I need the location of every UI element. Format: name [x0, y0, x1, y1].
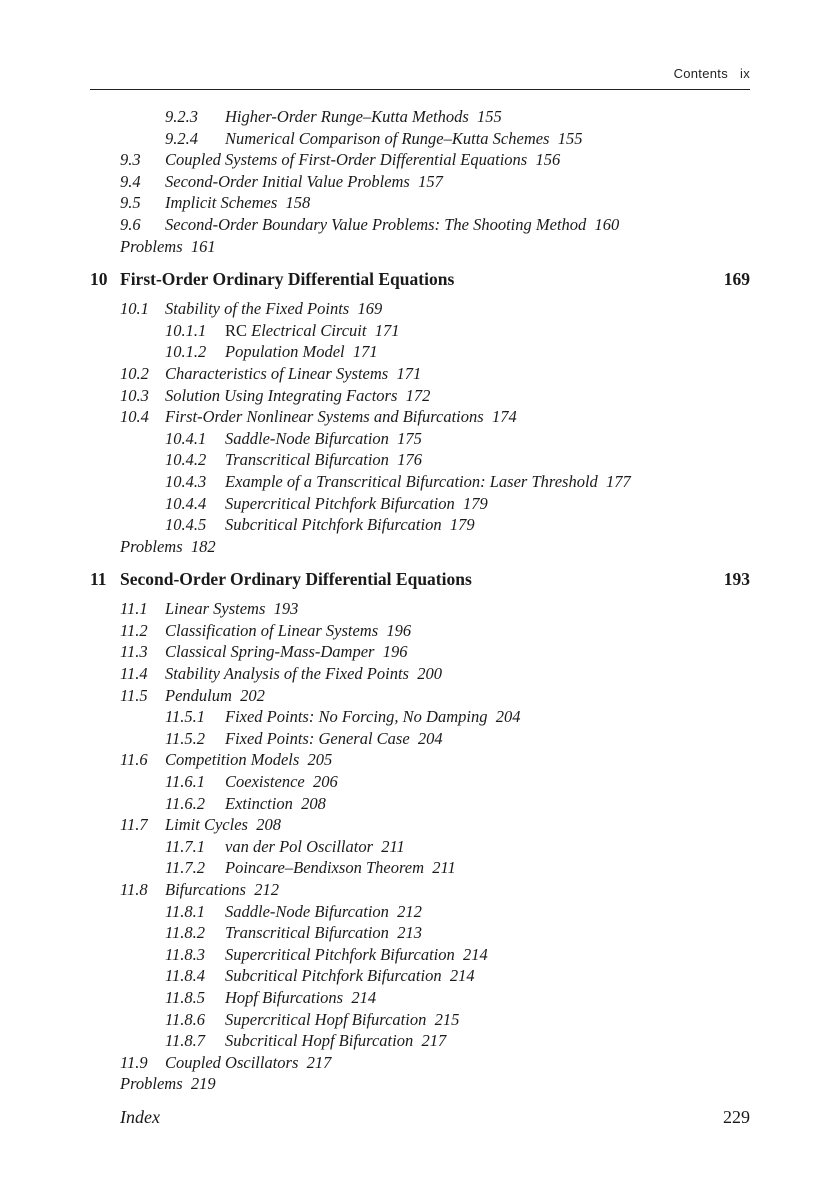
entry-page-number: 214 [449, 966, 475, 986]
header-rule [90, 89, 750, 90]
entry-title: Stability Analysis of the Fixed Points [165, 664, 409, 684]
section-entry[interactable] [90, 406, 750, 428]
entry-page-number: 193 [273, 599, 299, 619]
entry-title: Supercritical Pitchfork Bifurcation [225, 493, 455, 513]
subsection-entry[interactable] [90, 493, 750, 515]
entry-page-number: 212 [254, 880, 279, 899]
entry-number: 11.6.1 [165, 772, 206, 792]
entry-page-number: 215 [434, 1009, 460, 1029]
entry-page-number: 204 [417, 728, 443, 748]
problems-entry[interactable] [90, 236, 750, 258]
chapter-number: 11 [90, 569, 107, 590]
entry-page-number: 202 [240, 685, 265, 705]
entry-title: Stability of the Fixed Points [165, 299, 350, 319]
entry-page-number: 155 [477, 107, 502, 126]
subsection-entry[interactable] [90, 987, 750, 1009]
section-entry[interactable] [90, 298, 750, 320]
entry-page-number: 174 [491, 407, 517, 427]
entry-number: 11.8.7 [165, 1031, 206, 1051]
entry-title: Higher-Order Runge–Kutta Methods [225, 107, 469, 126]
entry-number: 9.4 [120, 171, 141, 191]
entry-title: Supercritical Pitchfork Bifurcation [225, 944, 455, 964]
entry-number: 11.7.2 [165, 858, 206, 878]
entry-page-number: 179 [449, 515, 475, 535]
entry-title: Implicit Schemes [165, 193, 278, 213]
entry-number: 11.7 [120, 815, 148, 835]
entry-page-number: 200 [417, 664, 442, 684]
entry-title: Characteristics of Linear Systems [165, 363, 389, 383]
entry-number: 11.8.5 [165, 987, 206, 1007]
index-title: Index [120, 1106, 160, 1127]
entry-title: Poincare–Bendixson Theorem [225, 858, 425, 878]
entry-number: 11.8.4 [165, 966, 206, 986]
subsection-entry[interactable] [90, 836, 750, 858]
subsection-entry[interactable] [90, 128, 750, 150]
entry-number: 11.9 [120, 1052, 148, 1072]
chapter-title: Second-Order Ordinary Differential Equations [120, 569, 472, 590]
problems-entry[interactable] [90, 536, 750, 558]
entry-title: Fixed Points: General Case [225, 728, 410, 748]
entry-number: 11.5 [120, 685, 148, 705]
subsection-entry[interactable] [90, 1030, 750, 1052]
entry-number: 11.5.1 [165, 707, 206, 727]
entry-page-number: 179 [463, 493, 488, 513]
subsection-entry[interactable] [90, 428, 750, 450]
entry-title: Electrical Circuit [247, 320, 367, 340]
entry-page-number: 211 [381, 836, 405, 856]
section-entry[interactable] [90, 685, 750, 707]
entry-number: 11.6 [120, 750, 148, 770]
entry-title: Supercritical Hopf Bifurcation [225, 1009, 427, 1029]
running-head-page-number: ix [740, 66, 750, 81]
subsection-entry[interactable] [90, 901, 750, 923]
chapter-11-entries [90, 598, 750, 1095]
entry-page-number: 219 [190, 1074, 216, 1094]
entry-number: 9.2.3 [165, 107, 198, 126]
entry-page-number: 172 [405, 385, 431, 405]
entry-title: Linear Systems [165, 599, 266, 619]
entry-page-number: 160 [594, 214, 620, 234]
entry-page-number: 176 [397, 450, 422, 470]
chapter-number: 10 [90, 269, 108, 290]
entry-title: Extinction [225, 793, 293, 813]
entry-page-number: 208 [256, 815, 281, 835]
subsection-entry[interactable] [90, 857, 750, 879]
entry-page-number: 171 [352, 342, 378, 362]
chapter-10-entries [90, 298, 750, 557]
section-entry[interactable] [90, 1052, 750, 1074]
subsection-entry[interactable] [90, 471, 750, 493]
section-entry[interactable] [90, 598, 750, 620]
entry-title-abbrev: RC [225, 320, 248, 340]
entry-title: Numerical Comparison of Runge–Kutta Schemes [225, 128, 550, 148]
entry-page-number: 214 [351, 987, 377, 1007]
section-entry[interactable] [90, 385, 750, 407]
entry-title: Subcritical Pitchfork Bifurcation [225, 966, 442, 986]
entry-page-number: 175 [397, 428, 422, 448]
subsection-entry[interactable] [90, 944, 750, 966]
entry-title: Problems [120, 536, 183, 556]
entry-number: 10.1 [120, 299, 149, 319]
entry-number: 11.5.2 [165, 728, 206, 748]
problems-entry[interactable] [90, 1073, 750, 1095]
entry-number: 11.2 [120, 620, 148, 640]
chapter-page-number: 169 [723, 269, 750, 290]
entry-title: Saddle-Node Bifurcation [225, 901, 389, 921]
subsection-entry[interactable] [90, 771, 750, 793]
running-head-title: Contents [673, 66, 728, 81]
entry-title: Hopf Bifurcations [225, 987, 344, 1007]
entry-page-number: 204 [495, 707, 521, 727]
entry-number: 11.8.3 [165, 944, 206, 964]
running-head [674, 66, 750, 81]
entry-page-number: 211 [432, 858, 456, 878]
entry-title: Coupled Systems of First-Order Differential Equations [165, 150, 528, 170]
entry-number: 11.1 [120, 599, 148, 619]
subsection-entry[interactable] [90, 514, 750, 536]
entry-number: 10.1.2 [165, 342, 207, 362]
entry-page-number: 182 [190, 536, 216, 556]
section-entry[interactable] [90, 149, 750, 171]
section-entry[interactable] [90, 879, 750, 901]
entry-title: Classification of Linear Systems [165, 620, 379, 640]
entry-page-number: 212 [397, 901, 422, 921]
entry-page-number: 213 [397, 923, 422, 943]
subsection-entry[interactable] [90, 706, 750, 728]
entry-title: Solution Using Integrating Factors [165, 385, 398, 405]
chapter-11-heading[interactable] [90, 568, 750, 590]
entry-number: 10.4.2 [165, 450, 207, 470]
entry-title: Subcritical Pitchfork Bifurcation [225, 515, 442, 535]
entry-title: Problems [120, 1074, 183, 1094]
entry-title: van der Pol Oscillator [225, 836, 374, 856]
entry-number: 10.1.1 [165, 320, 207, 340]
entry-number: 10.4 [120, 407, 149, 427]
subsection-entry[interactable] [90, 341, 750, 363]
entry-page-number: 156 [535, 150, 561, 170]
section-entry[interactable] [90, 641, 750, 663]
entry-title: Second-Order Boundary Value Problems: The Shooting Method [165, 214, 587, 234]
entry-number: 11.7.1 [165, 836, 206, 856]
section-entry[interactable] [90, 363, 750, 385]
entry-title: Population Model [225, 342, 345, 362]
entry-title: Example of a Transcritical Bifurcation: Laser Threshold [225, 471, 598, 491]
entry-title: Second-Order Initial Value Problems [165, 171, 410, 191]
subsection-entry[interactable] [90, 922, 750, 944]
entry-title: Fixed Points: No Forcing, No Damping [225, 707, 488, 727]
entry-title: Transcritical Bifurcation [225, 923, 389, 943]
subsection-entry[interactable] [90, 965, 750, 987]
entry-number: 10.2 [120, 363, 149, 383]
entry-page-number: 161 [190, 236, 216, 256]
entry-title: Competition Models [165, 750, 300, 770]
entry-number: 9.3 [120, 150, 141, 170]
entry-number: 11.6.2 [165, 793, 206, 813]
entry-page-number: 196 [382, 642, 408, 662]
entry-page-number: 196 [386, 620, 412, 640]
subsection-entry[interactable] [90, 793, 750, 815]
section-entry[interactable] [90, 814, 750, 836]
entry-number: 10.4.4 [165, 493, 207, 513]
section-entry[interactable] [90, 620, 750, 642]
section-entry[interactable] [90, 192, 750, 214]
section-entry[interactable] [90, 214, 750, 236]
entry-number: 9.6 [120, 214, 141, 234]
chapter-10-heading[interactable] [90, 268, 750, 290]
entry-page-number: 171 [374, 320, 400, 340]
entry-title: Classical Spring-Mass-Damper [165, 642, 375, 662]
entry-number: 9.2.4 [165, 128, 198, 148]
chapter-page-number: 193 [723, 569, 750, 590]
entry-page-number: 155 [557, 128, 583, 148]
entry-number: 11.8.6 [165, 1009, 206, 1029]
section-entry[interactable] [90, 663, 750, 685]
section-entry[interactable] [90, 171, 750, 193]
entry-title: Transcritical Bifurcation [225, 450, 389, 470]
entry-page-number: 208 [301, 793, 326, 813]
subsection-entry[interactable] [90, 728, 750, 750]
entry-number: 11.8.1 [165, 901, 206, 921]
subsection-entry[interactable] [90, 449, 750, 471]
entry-number: 11.3 [120, 642, 148, 662]
entry-page-number: 217 [306, 1052, 332, 1072]
index-page-number: 229 [723, 1106, 750, 1127]
entry-title: Saddle-Node Bifurcation [225, 428, 389, 448]
entry-title: Subcritical Hopf Bifurcation [225, 1031, 414, 1051]
continued-chapter-9-entries [90, 106, 750, 257]
entry-page-number: 205 [307, 750, 333, 770]
entry-page-number: 158 [285, 193, 311, 213]
chapter-title: First-Order Ordinary Differential Equations [120, 269, 455, 290]
entry-page-number: 177 [606, 471, 631, 491]
entry-number: 10.4.1 [165, 428, 207, 448]
entry-page-number: 169 [357, 299, 383, 319]
subsection-entry[interactable] [90, 106, 750, 128]
entry-number: 11.8 [120, 880, 148, 899]
entry-title: Bifurcations [165, 880, 246, 899]
entry-number: 10.4.5 [165, 515, 207, 535]
entry-title: Problems [120, 236, 183, 256]
entry-number: 11.8.2 [165, 923, 206, 943]
subsection-entry[interactable] [90, 1009, 750, 1031]
entry-number: 10.3 [120, 385, 149, 405]
section-entry[interactable] [90, 749, 750, 771]
entry-title: Coupled Oscillators [165, 1052, 299, 1072]
entry-number: 10.4.3 [165, 471, 207, 491]
entry-number: 9.5 [120, 193, 141, 213]
table-of-contents [90, 106, 750, 1128]
entry-page-number: 217 [421, 1031, 447, 1051]
entry-page-number: 157 [418, 171, 443, 191]
entry-title: First-Order Nonlinear Systems and Bifurcations [165, 407, 484, 427]
index-entry[interactable] [90, 1106, 750, 1128]
entry-title: Pendulum [165, 685, 232, 705]
entry-page-number: 214 [463, 944, 488, 964]
entry-title: Coexistence [225, 772, 305, 792]
subsection-entry[interactable] [90, 320, 750, 342]
entry-title: Limit Cycles [165, 815, 248, 835]
entry-number: 11.4 [120, 664, 148, 684]
entry-page-number: 206 [312, 772, 338, 792]
entry-page-number: 171 [396, 363, 422, 383]
toc-page [90, 0, 750, 1200]
